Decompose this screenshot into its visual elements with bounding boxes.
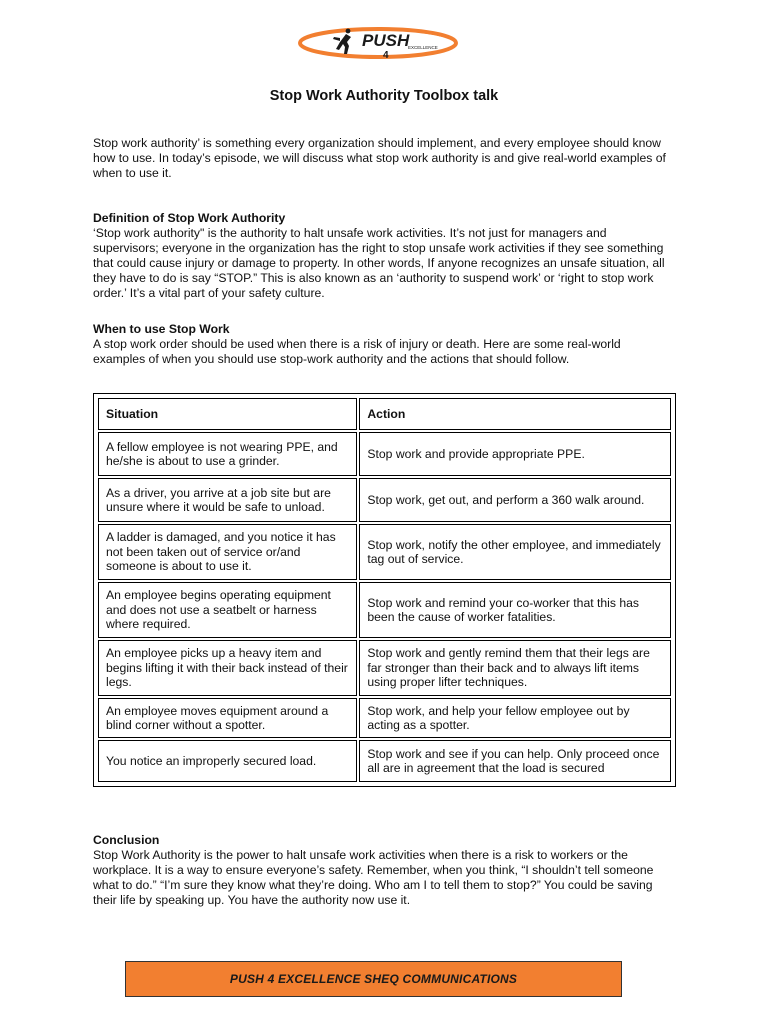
intro-paragraph: Stop work authority’ is something every organization should implement, and every employee should know how to use. In today’s episode, we will discuss what stop work authority is and give real-world examples of when to use it. xyxy=(93,136,666,180)
logo-number: 4 xyxy=(383,50,389,61)
conclusion-body: Stop Work Authority is the power to halt unsafe work activities when there is a risk to workers or the workplace. It is a way to ensure everyone’s safety. Remember, when you think, “I shouldn’t tell someone what to do.” “I’m sure they know what they’re doing. Who am I to tell them to stop?” You could be saving their life by speaking up. You have the authority now use it. xyxy=(93,848,654,907)
header-situation: Situation xyxy=(98,398,357,430)
situation-cell: An employee picks up a heavy item and begins lifting it with their back instead of their legs. xyxy=(98,640,357,696)
situation-cell: As a driver, you arrive at a job site but are unsure where it would be safe to unload. xyxy=(98,478,357,522)
when-section xyxy=(93,322,673,367)
action-cell: Stop work, and help your fellow employee out by acting as a spotter. xyxy=(359,698,671,738)
conclusion-heading: Conclusion xyxy=(93,833,160,847)
conclusion-section xyxy=(93,833,673,908)
footer-banner: PUSH 4 EXCELLENCE SHEQ COMMUNICATIONS xyxy=(125,961,622,997)
table-row xyxy=(98,698,671,738)
push4excellence-logo xyxy=(296,22,466,62)
action-cell: Stop work and provide appropriate PPE. xyxy=(359,432,671,476)
logo-sub-text: EXCELLENCE xyxy=(408,45,438,50)
table-row xyxy=(98,432,671,476)
situation-cell: A ladder is damaged, and you notice it has not been taken out of service or/and someone is about to use it. xyxy=(98,524,357,580)
when-heading: When to use Stop Work xyxy=(93,322,230,336)
action-cell: Stop work, get out, and perform a 360 walk around. xyxy=(359,478,671,522)
action-cell: Stop work and gently remind them that their legs are far stronger than their back and to always lift items using proper lifter techniques. xyxy=(359,640,671,696)
situation-cell: You notice an improperly secured load. xyxy=(98,740,357,782)
when-body: A stop work order should be used when there is a risk of injury or death. Here are some real-world examples of when you should use stop-work authority and the actions that should follow. xyxy=(93,337,621,366)
definition-section xyxy=(93,211,673,301)
header-action: Action xyxy=(359,398,671,430)
table-row xyxy=(98,478,671,522)
table-header-row xyxy=(98,398,671,430)
definition-body: ‘Stop work authority" is the authority to halt unsafe work activities. It’s not just for managers and supervisors; everyone in the organization has the right to stop unsafe work activities if they see something that could cause injury or damage to property. In other words, If anyone recognizes an unsafe situation, all they have to do is say “STOP.” This is also known as an ‘authority to suspend work’ or ‘right to stop work order.’ It’s a vital part of your safety culture. xyxy=(93,226,665,300)
situation-cell: An employee begins operating equipment and does not use a seatbelt or harness where required. xyxy=(98,582,357,638)
action-cell: Stop work and remind your co-worker that this has been the cause of worker fatalities. xyxy=(359,582,671,638)
definition-heading: Definition of Stop Work Authority xyxy=(93,211,286,225)
table-row xyxy=(98,640,671,696)
action-cell: Stop work, notify the other employee, and immediately tag out of service. xyxy=(359,524,671,580)
action-cell: Stop work and see if you can help. Only proceed once all are in agreement that the load is secured xyxy=(359,740,671,782)
situation-action-table xyxy=(93,393,676,787)
page-title: Stop Work Authority Toolbox talk xyxy=(269,88,499,104)
logo-main-text: PUSH xyxy=(362,31,410,50)
situation-cell: An employee moves equipment around a blind corner without a spotter. xyxy=(98,698,357,738)
table-row xyxy=(98,740,671,782)
table-row xyxy=(98,524,671,580)
situation-cell: A fellow employee is not wearing PPE, and he/she is about to use a grinder. xyxy=(98,432,357,476)
table-row xyxy=(98,582,671,638)
